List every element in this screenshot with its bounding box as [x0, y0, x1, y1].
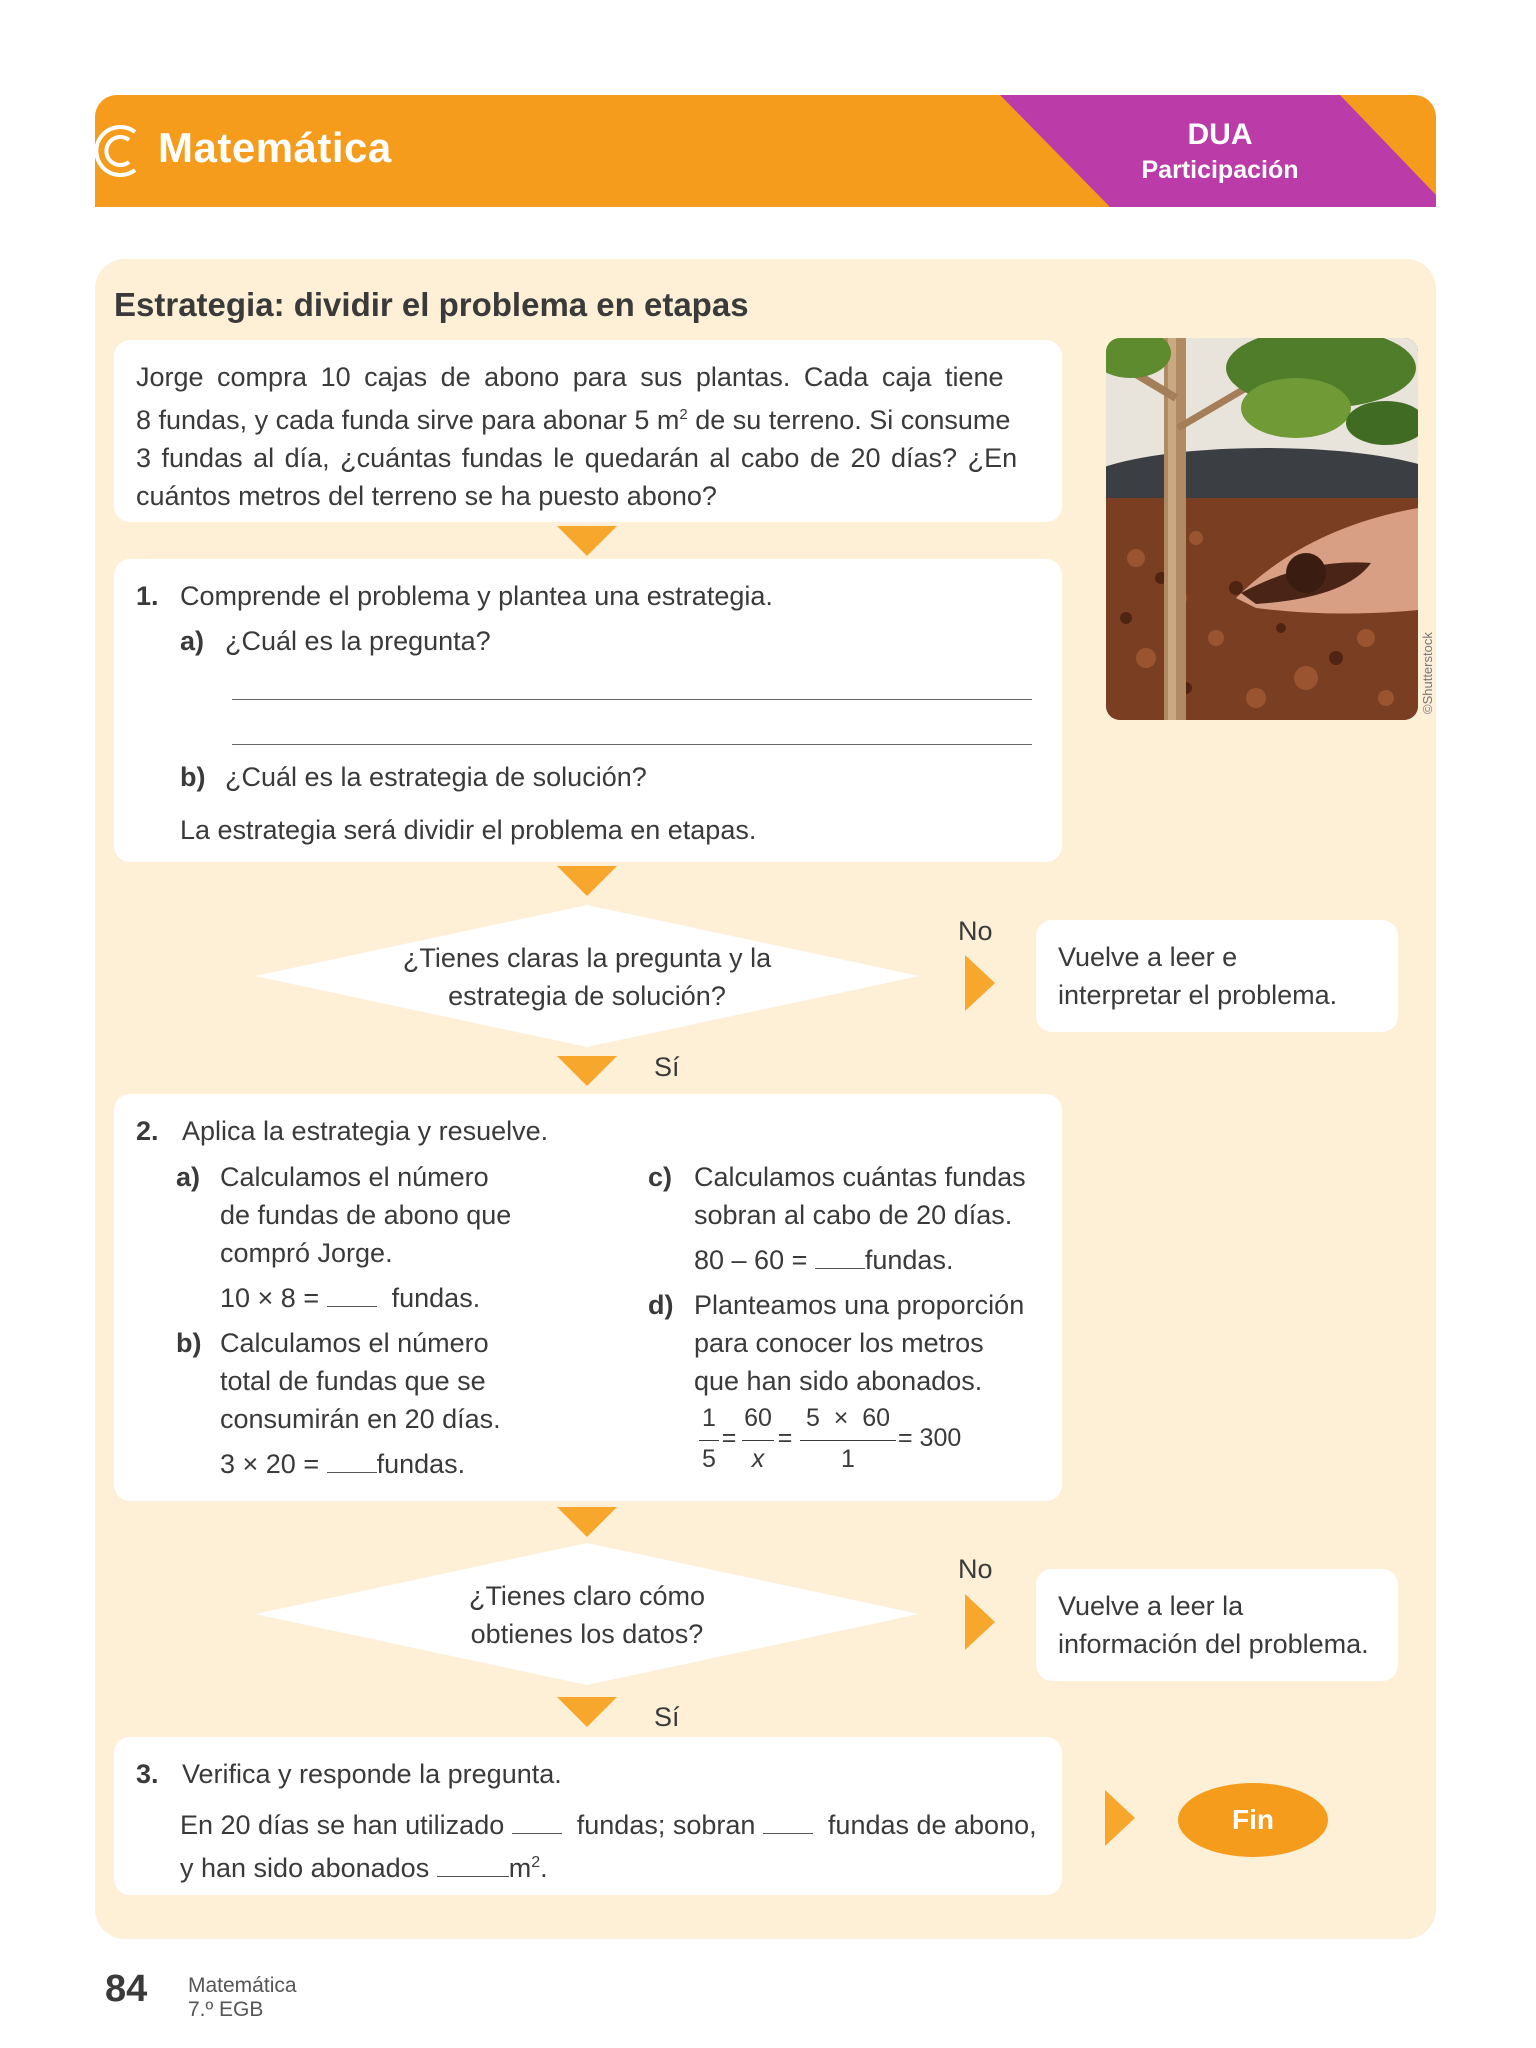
step3-line2-unit: m [508, 1853, 532, 1883]
step2-a-eq: 10 × 8 = [220, 1283, 320, 1313]
footer-subject: Matemática [188, 1974, 297, 1997]
step2-d-line2: para conocer los metros [694, 1328, 984, 1358]
step2-c-eq: 80 – 60 = [694, 1245, 808, 1275]
plant-photo-image [1106, 338, 1418, 720]
step3-blank-left[interactable] [763, 1809, 813, 1834]
step1-answer: La estrategia será dividir el problema en etapas. [180, 815, 757, 845]
step2-number: 2. [136, 1116, 159, 1146]
decision2-no-label: No [958, 1554, 993, 1584]
step2-c-unit: fundas. [864, 1245, 954, 1275]
flow-arrow-down [557, 526, 617, 556]
step2-b-blank[interactable] [327, 1448, 377, 1473]
step3-title: Verifica y responde la pregunta. [182, 1759, 562, 1789]
step2-d-line3: que han sido abonados. [694, 1366, 983, 1396]
problem-line-2a: 8 fundas, y cada funda sirve para abonar 5 m [136, 405, 680, 435]
step2-a-line2: de fundas de abono que [220, 1200, 512, 1230]
flow-arrow-down [557, 866, 617, 896]
subject-title: Matemática [158, 124, 392, 171]
step1-a-label: a) [180, 626, 205, 656]
decision2-question-line2: obtienes los datos? [470, 1619, 704, 1649]
subject-logo-icon [95, 120, 141, 182]
decision2-yes-label: Sí [654, 1702, 680, 1732]
step3-blank-used[interactable] [512, 1809, 562, 1834]
frac1-numerator: 1 [702, 1404, 716, 1432]
step2-a-line3: compró Jorge. [220, 1238, 393, 1268]
decision1-no-text [1058, 938, 1337, 1014]
step2-c-label: c) [648, 1162, 673, 1192]
step3-line2-a: y han sido abonados [180, 1853, 430, 1883]
step3-line1 [180, 1806, 1037, 1844]
decision1-yes-label: Sí [654, 1052, 680, 1082]
step1-b-question: ¿Cuál es la estrategia de solución? [225, 762, 647, 792]
decision2-no-text [1058, 1587, 1369, 1663]
step1-b-label: b) [180, 762, 206, 792]
step2-a-blank[interactable] [327, 1282, 377, 1307]
frac3-numerator: 5 × 60 [805, 1404, 891, 1432]
step2-b-eq: 3 × 20 = [220, 1449, 320, 1479]
step2-a-text [220, 1158, 511, 1272]
flow-arrow-down [557, 1056, 617, 1086]
flow-arrow-down [557, 1697, 617, 1727]
decision1-question-line2: estrategia de solución? [448, 981, 726, 1011]
photo-credit: ©Shutterstock [1420, 632, 1435, 714]
decision1-question-line1: ¿Tienes claras la pregunta y la [402, 943, 772, 973]
flow-arrow-down [557, 1507, 617, 1537]
step3-number: 3. [136, 1759, 159, 1789]
footer-grade: 7.º EGB [188, 1998, 264, 2021]
frac2-numerator: 60 [744, 1404, 772, 1432]
decision1-no-line1: Vuelve a leer e [1058, 942, 1238, 972]
frac1-bar [699, 1440, 719, 1441]
equals-sign-1: = [721, 1424, 737, 1452]
step3-superscript: 2 [531, 1854, 541, 1871]
strategy-title: Estrategia: dividir el problema en etapas [114, 286, 749, 323]
dua-subtitle: Participación [1141, 156, 1299, 184]
decision2-no-line1: Vuelve a leer la [1058, 1591, 1244, 1621]
decision2-no-line2: información del problema. [1058, 1629, 1369, 1659]
step2-a-equation [220, 1279, 480, 1317]
step1-number: 1. [136, 581, 159, 611]
proportion-result: = 300 [898, 1424, 962, 1452]
equals-sign-2: = [777, 1424, 793, 1452]
problem-line-4: cuántos metros del terreno se ha puesto abono? [136, 481, 717, 511]
problem-line-2 [136, 396, 1040, 439]
step2-b-text [220, 1324, 501, 1438]
flow-arrow-right [1105, 1790, 1135, 1846]
step1-title: Comprende el problema y plantea una estrategia. [180, 581, 773, 611]
step2-d-text [694, 1286, 1024, 1400]
frac3-denominator: 1 [841, 1445, 855, 1473]
frac3-bar [800, 1440, 896, 1441]
frac2-denominator: x [751, 1445, 765, 1473]
problem-text [136, 358, 1040, 515]
answer-line-2[interactable] [232, 744, 1032, 745]
frac2-bar [742, 1440, 774, 1441]
superscript: 2 [679, 406, 688, 423]
step3-line1-a: En 20 días se han utilizado [180, 1810, 505, 1840]
step2-b-line3: consumirán en 20 días. [220, 1404, 501, 1434]
step2-c-line1: Calculamos cuántas fundas [694, 1162, 1026, 1192]
step2-d-label: d) [648, 1290, 674, 1320]
step2-b-equation [220, 1445, 465, 1483]
step2-title: Aplica la estrategia y resuelve. [182, 1116, 549, 1146]
decision1-no-label: No [958, 916, 993, 946]
plant-photo [1106, 338, 1418, 720]
decision1-question [255, 939, 919, 1015]
frac1-denominator: 5 [702, 1445, 716, 1473]
step3-line2-end: . [540, 1853, 548, 1883]
step2-b-line1: Calculamos el número [220, 1328, 489, 1358]
step2-c-blank[interactable] [815, 1244, 865, 1269]
flow-arrow-right [965, 955, 995, 1011]
problem-line-2b: de su terreno. Si consume [687, 405, 1011, 435]
step2-a-unit: fundas. [391, 1283, 481, 1313]
flow-arrow-right [965, 1594, 995, 1650]
dua-title: DUA [1187, 118, 1253, 151]
step2-d-line1: Planteamos una proporción [694, 1290, 1025, 1320]
step2-c-equation [694, 1241, 953, 1279]
problem-line-1: Jorge compra 10 cajas de abono para sus plantas. Cada caja tiene [136, 362, 1004, 392]
step3-blank-area[interactable] [437, 1852, 509, 1877]
problem-line-3: 3 fundas al día, ¿cuántas fundas le quedarán al cabo de 20 días? ¿En [136, 443, 1018, 473]
step2-c-line2: sobran al cabo de 20 días. [694, 1200, 1013, 1230]
step3-line1-b: fundas; sobran [576, 1810, 756, 1840]
step2-a-line1: Calculamos el número [220, 1162, 489, 1192]
step1-a-question: ¿Cuál es la pregunta? [225, 626, 491, 656]
fin-terminal: Fin [1178, 1783, 1328, 1857]
step3-line2 [180, 1844, 548, 1887]
step3-line1-c: fundas de abono, [827, 1810, 1037, 1840]
decision2-question-line1: ¿Tienes claro cómo [468, 1581, 706, 1611]
decision1-no-line2: interpretar el problema. [1058, 980, 1338, 1010]
step2-b-line2: total de fundas que se [220, 1366, 486, 1396]
page-number: 84 [105, 1968, 148, 2010]
step2-c-text [694, 1158, 1026, 1234]
step2-a-label: a) [176, 1162, 201, 1192]
step2-b-unit: fundas. [376, 1449, 466, 1479]
answer-line-1[interactable] [232, 699, 1032, 700]
step2-b-label: b) [176, 1328, 202, 1358]
decision2-question [255, 1577, 919, 1653]
